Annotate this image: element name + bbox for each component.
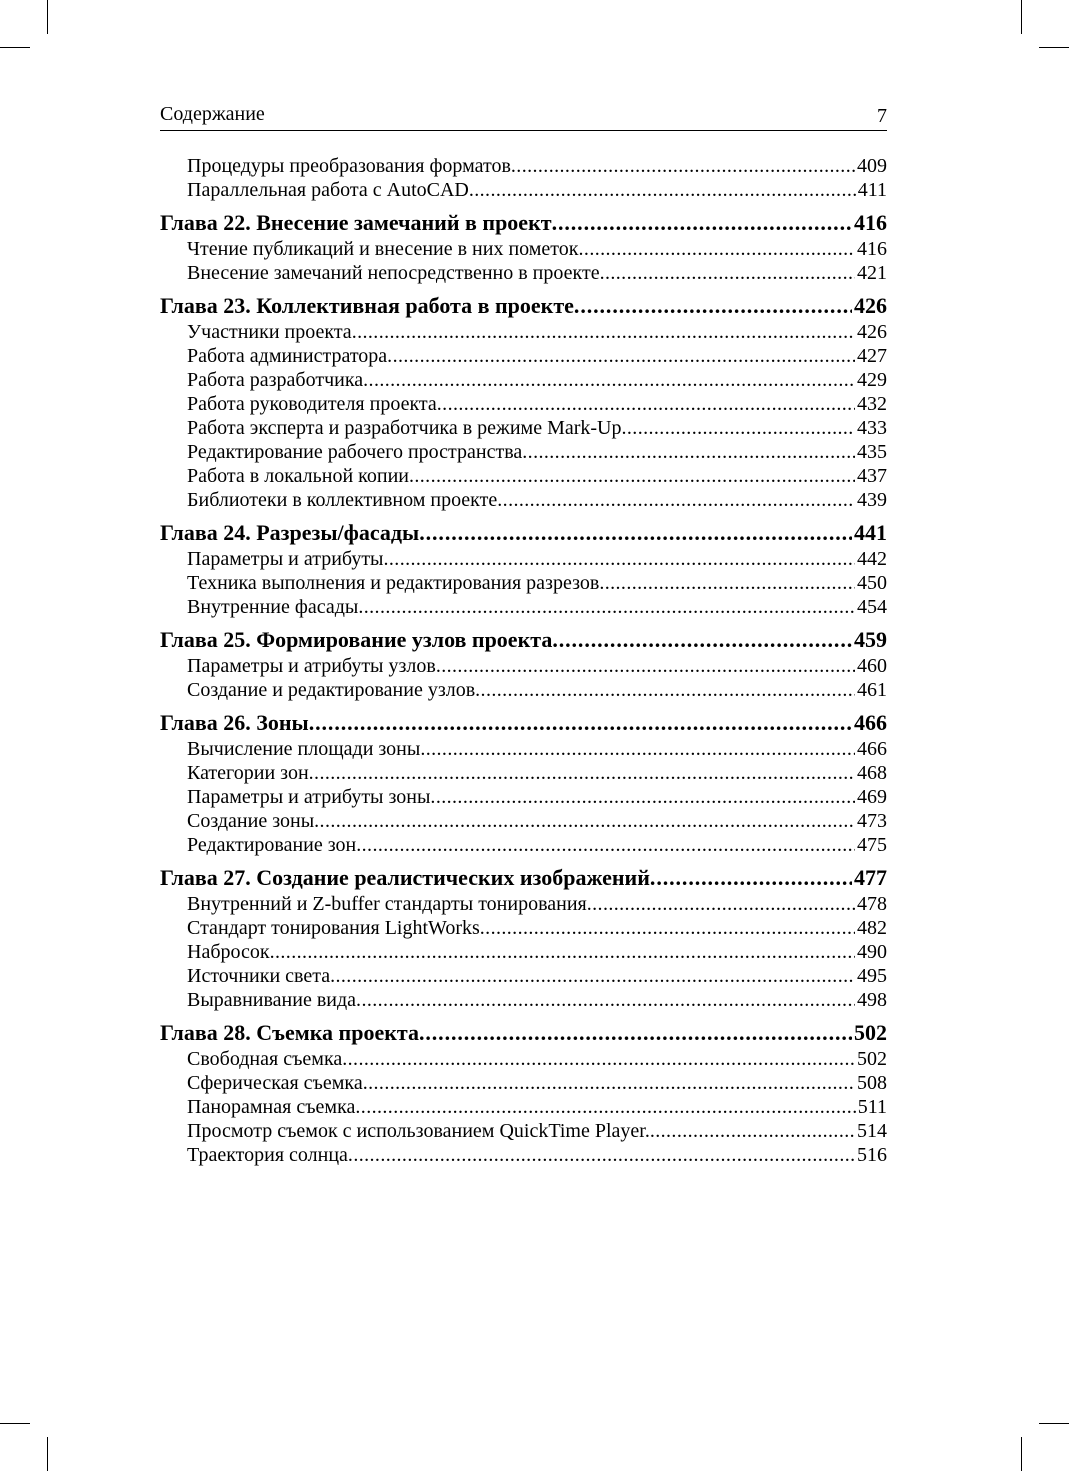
- toc-chapter-title: Глава 24. Разрезы/фасады: [160, 520, 420, 545]
- toc-page-number: 426: [857, 321, 887, 343]
- toc-page-number: 460: [857, 655, 887, 677]
- toc-page-number: 439: [857, 489, 887, 511]
- toc-dot-leader: [650, 1119, 855, 1143]
- crop-mark-top-left-vertical: [47, 0, 48, 34]
- toc-page-number: 475: [857, 834, 887, 856]
- toc-page-number: 514: [857, 1120, 887, 1142]
- toc-chapter-title: Глава 22. Внесение замечаний в проект: [160, 210, 552, 235]
- toc-section-title: Панорамная съемка: [187, 1096, 356, 1118]
- toc-dot-leader: [650, 865, 852, 891]
- toc-page-number: 498: [857, 989, 887, 1011]
- toc-page-number: 411: [857, 179, 887, 201]
- toc-section-entry: [160, 237, 887, 261]
- toc-dot-leader: [419, 520, 852, 546]
- crop-mark-top-right-vertical: [1021, 0, 1022, 34]
- toc-dot-leader: [352, 320, 855, 344]
- toc-dot-leader: [552, 627, 852, 653]
- toc-dot-leader: [437, 392, 855, 416]
- toc-section-title: Параллельная работа с AutoCAD: [187, 179, 469, 201]
- toc-dot-leader: [430, 785, 855, 809]
- page-number: 7: [877, 105, 887, 127]
- toc-section-entry: [160, 571, 887, 595]
- toc-page-number: 461: [857, 679, 887, 701]
- toc-page-number: 502: [857, 1048, 887, 1070]
- toc-section-title: Работа в локальной копии: [187, 465, 409, 487]
- toc-section-entry: [160, 833, 887, 857]
- toc-chapter-title: Глава 23. Коллективная работа в проекте: [160, 293, 574, 318]
- toc-section-title: Создание зоны: [187, 810, 315, 832]
- toc-page-number: 508: [857, 1072, 887, 1094]
- toc-chapter-entry: [160, 865, 887, 891]
- crop-mark-bottom-right-horizontal: [1039, 1423, 1069, 1424]
- toc-dot-leader: [419, 1020, 852, 1046]
- toc-section-entry: [160, 964, 887, 988]
- toc-page-number: 429: [857, 369, 887, 391]
- toc-section-entry: [160, 178, 887, 202]
- running-header: [160, 103, 887, 131]
- running-header-title: Содержание: [160, 103, 265, 125]
- crop-mark-bottom-left-vertical: [47, 1437, 48, 1471]
- toc-page-number: 495: [857, 965, 887, 987]
- toc-section-entry: [160, 344, 887, 368]
- toc-dot-leader: [522, 440, 855, 464]
- toc-page-number: 416: [854, 210, 887, 235]
- toc-section-entry: [160, 654, 887, 678]
- toc-dot-leader: [356, 988, 855, 1012]
- toc-page-number: 432: [857, 393, 887, 415]
- toc-section-title: Внесение замечаний непосредственно в проекте: [187, 262, 600, 284]
- toc-page-number: 435: [857, 441, 887, 463]
- toc-chapter-entry: [160, 710, 887, 736]
- crop-mark-bottom-right-vertical: [1021, 1437, 1022, 1471]
- toc-page-number: 459: [854, 627, 887, 652]
- toc-chapter-entry: [160, 210, 887, 236]
- toc-page-number: 437: [857, 465, 887, 487]
- toc-section-entry: [160, 761, 887, 785]
- toc-section-entry: [160, 678, 887, 702]
- toc-section-title: Вычисление площади зоны: [187, 738, 421, 760]
- toc-page-number: 502: [854, 1020, 887, 1045]
- toc-dot-leader: [384, 547, 856, 571]
- toc-chapter-title: Глава 25. Формирование узлов проекта: [160, 627, 553, 652]
- toc-dot-leader: [599, 571, 855, 595]
- toc-section-title: Стандарт тонирования LightWorks: [187, 917, 480, 939]
- toc-dot-leader: [314, 809, 855, 833]
- toc-section-entry: [160, 488, 887, 512]
- toc-page-number: 478: [857, 893, 887, 915]
- toc-section-title: Работа разработчика: [187, 369, 364, 391]
- toc-dot-leader: [436, 654, 855, 678]
- toc-section-entry: [160, 809, 887, 833]
- toc-dot-leader: [480, 916, 855, 940]
- crop-mark-bottom-left-horizontal: [0, 1423, 30, 1424]
- toc-page-number: 433: [857, 417, 887, 439]
- toc-page-number: 427: [857, 345, 887, 367]
- toc-section-title: Категории зон: [187, 762, 309, 784]
- toc-page-number: 511: [857, 1096, 887, 1118]
- toc-dot-leader: [330, 964, 855, 988]
- toc-page-number: 450: [857, 572, 887, 594]
- toc-dot-leader: [363, 368, 855, 392]
- toc-page-number: 454: [857, 596, 887, 618]
- toc-section-title: Библиотеки в коллективном проекте: [187, 489, 498, 511]
- toc-section-entry: [160, 988, 887, 1012]
- toc-section-title: Чтение публикаций и внесение в них пометок: [187, 238, 579, 260]
- toc-dot-leader: [348, 1143, 855, 1167]
- toc-section-entry: [160, 368, 887, 392]
- toc-section-title: Участники проекта: [187, 321, 352, 343]
- crop-mark-top-right-horizontal: [1039, 47, 1069, 48]
- toc-page-number: 416: [857, 238, 887, 260]
- toc-chapter-title: Глава 26. Зоны: [160, 710, 309, 735]
- toc-section-title: Сферическая съемка: [187, 1072, 363, 1094]
- toc-section-title: Параметры и атрибуты зоны: [187, 786, 431, 808]
- toc-section-entry: [160, 1119, 887, 1143]
- table-of-contents: [160, 154, 887, 1167]
- toc-section-title: Работа администратора: [187, 345, 388, 367]
- toc-dot-leader: [552, 210, 852, 236]
- toc-section-title: Свободная съемка: [187, 1048, 343, 1070]
- toc-section-title: Работа руководителя проекта: [187, 393, 437, 415]
- toc-page-number: 482: [857, 917, 887, 939]
- toc-dot-leader: [600, 261, 855, 285]
- toc-section-entry: [160, 154, 887, 178]
- toc-dot-leader: [579, 237, 855, 261]
- toc-section-entry: [160, 737, 887, 761]
- toc-section-entry: [160, 1047, 887, 1071]
- toc-chapter-entry: [160, 293, 887, 319]
- toc-section-entry: [160, 940, 887, 964]
- toc-dot-leader: [475, 678, 855, 702]
- toc-page-number: 466: [857, 738, 887, 760]
- toc-section-entry: [160, 595, 887, 619]
- toc-section-entry: [160, 547, 887, 571]
- toc-section-entry: [160, 785, 887, 809]
- toc-section-title: Траектория солнца: [187, 1144, 348, 1166]
- toc-section-entry: [160, 392, 887, 416]
- toc-section-title: Создание и редактирование узлов: [187, 679, 476, 701]
- toc-chapter-title: Глава 28. Съемка проекта: [160, 1020, 419, 1045]
- toc-section-title: Параметры и атрибуты: [187, 548, 384, 570]
- toc-dot-leader: [270, 940, 855, 964]
- toc-dot-leader: [420, 737, 855, 761]
- toc-section-title: Редактирование зон: [187, 834, 357, 856]
- toc-page-number: 426: [854, 293, 887, 318]
- toc-page-number: 421: [857, 262, 887, 284]
- toc-chapter-entry: [160, 627, 887, 653]
- toc-dot-leader: [309, 761, 855, 785]
- toc-chapter-entry: [160, 1020, 887, 1046]
- toc-section-title: Внутренний и Z-buffer стандарты тонирования: [187, 893, 587, 915]
- toc-section-entry: [160, 464, 887, 488]
- toc-section-title: Техника выполнения и редактирования разрезов: [187, 572, 600, 594]
- toc-section-entry: [160, 416, 887, 440]
- toc-page-number: 469: [857, 786, 887, 808]
- toc-page-number: 516: [857, 1144, 887, 1166]
- toc-section-entry: [160, 1071, 887, 1095]
- toc-section-entry: [160, 1143, 887, 1167]
- toc-chapter-entry: [160, 520, 887, 546]
- toc-dot-leader: [356, 833, 855, 857]
- toc-page-number: 466: [854, 710, 887, 735]
- toc-section-title: Параметры и атрибуты узлов: [187, 655, 436, 677]
- toc-page-number: 468: [857, 762, 887, 784]
- toc-dot-leader: [363, 1071, 855, 1095]
- toc-section-title: Редактирование рабочего пространства: [187, 441, 523, 463]
- toc-dot-leader: [409, 464, 855, 488]
- toc-section-title: Внутренние фасады: [187, 596, 359, 618]
- toc-dot-leader: [497, 488, 855, 512]
- toc-dot-leader: [358, 595, 855, 619]
- toc-section-title: Выравнивание вида: [187, 989, 357, 1011]
- toc-section-entry: [160, 892, 887, 916]
- toc-page-number: 441: [854, 520, 887, 545]
- toc-page-number: 477: [854, 865, 887, 890]
- toc-section-entry: [160, 261, 887, 285]
- toc-section-entry: [160, 440, 887, 464]
- toc-page-number: 473: [857, 810, 887, 832]
- toc-dot-leader: [469, 178, 856, 202]
- crop-mark-top-left-horizontal: [0, 47, 30, 48]
- toc-page-number: 442: [857, 548, 887, 570]
- toc-page-number: 490: [857, 941, 887, 963]
- toc-section-title: Работа эксперта и разработчика в режиме Mark-Up: [187, 417, 622, 439]
- toc-dot-leader: [355, 1095, 855, 1119]
- toc-section-entry: [160, 320, 887, 344]
- toc-page-number: 409: [857, 155, 887, 177]
- toc-section-entry: [160, 916, 887, 940]
- toc-chapter-title: Глава 27. Создание реалистических изображений: [160, 865, 650, 890]
- toc-dot-leader: [309, 710, 852, 736]
- toc-section-title: Набросок: [187, 941, 270, 963]
- toc-dot-leader: [387, 344, 855, 368]
- toc-section-title: Источники света: [187, 965, 331, 987]
- toc-dot-leader: [511, 154, 855, 178]
- toc-section-title: Процедуры преобразования форматов: [187, 155, 511, 177]
- toc-dot-leader: [574, 293, 852, 319]
- toc-dot-leader: [342, 1047, 855, 1071]
- toc-dot-leader: [587, 892, 855, 916]
- toc-section-entry: [160, 1095, 887, 1119]
- toc-dot-leader: [622, 416, 856, 440]
- toc-section-title: Просмотр съемок с использованием QuickTime Player.: [187, 1120, 650, 1142]
